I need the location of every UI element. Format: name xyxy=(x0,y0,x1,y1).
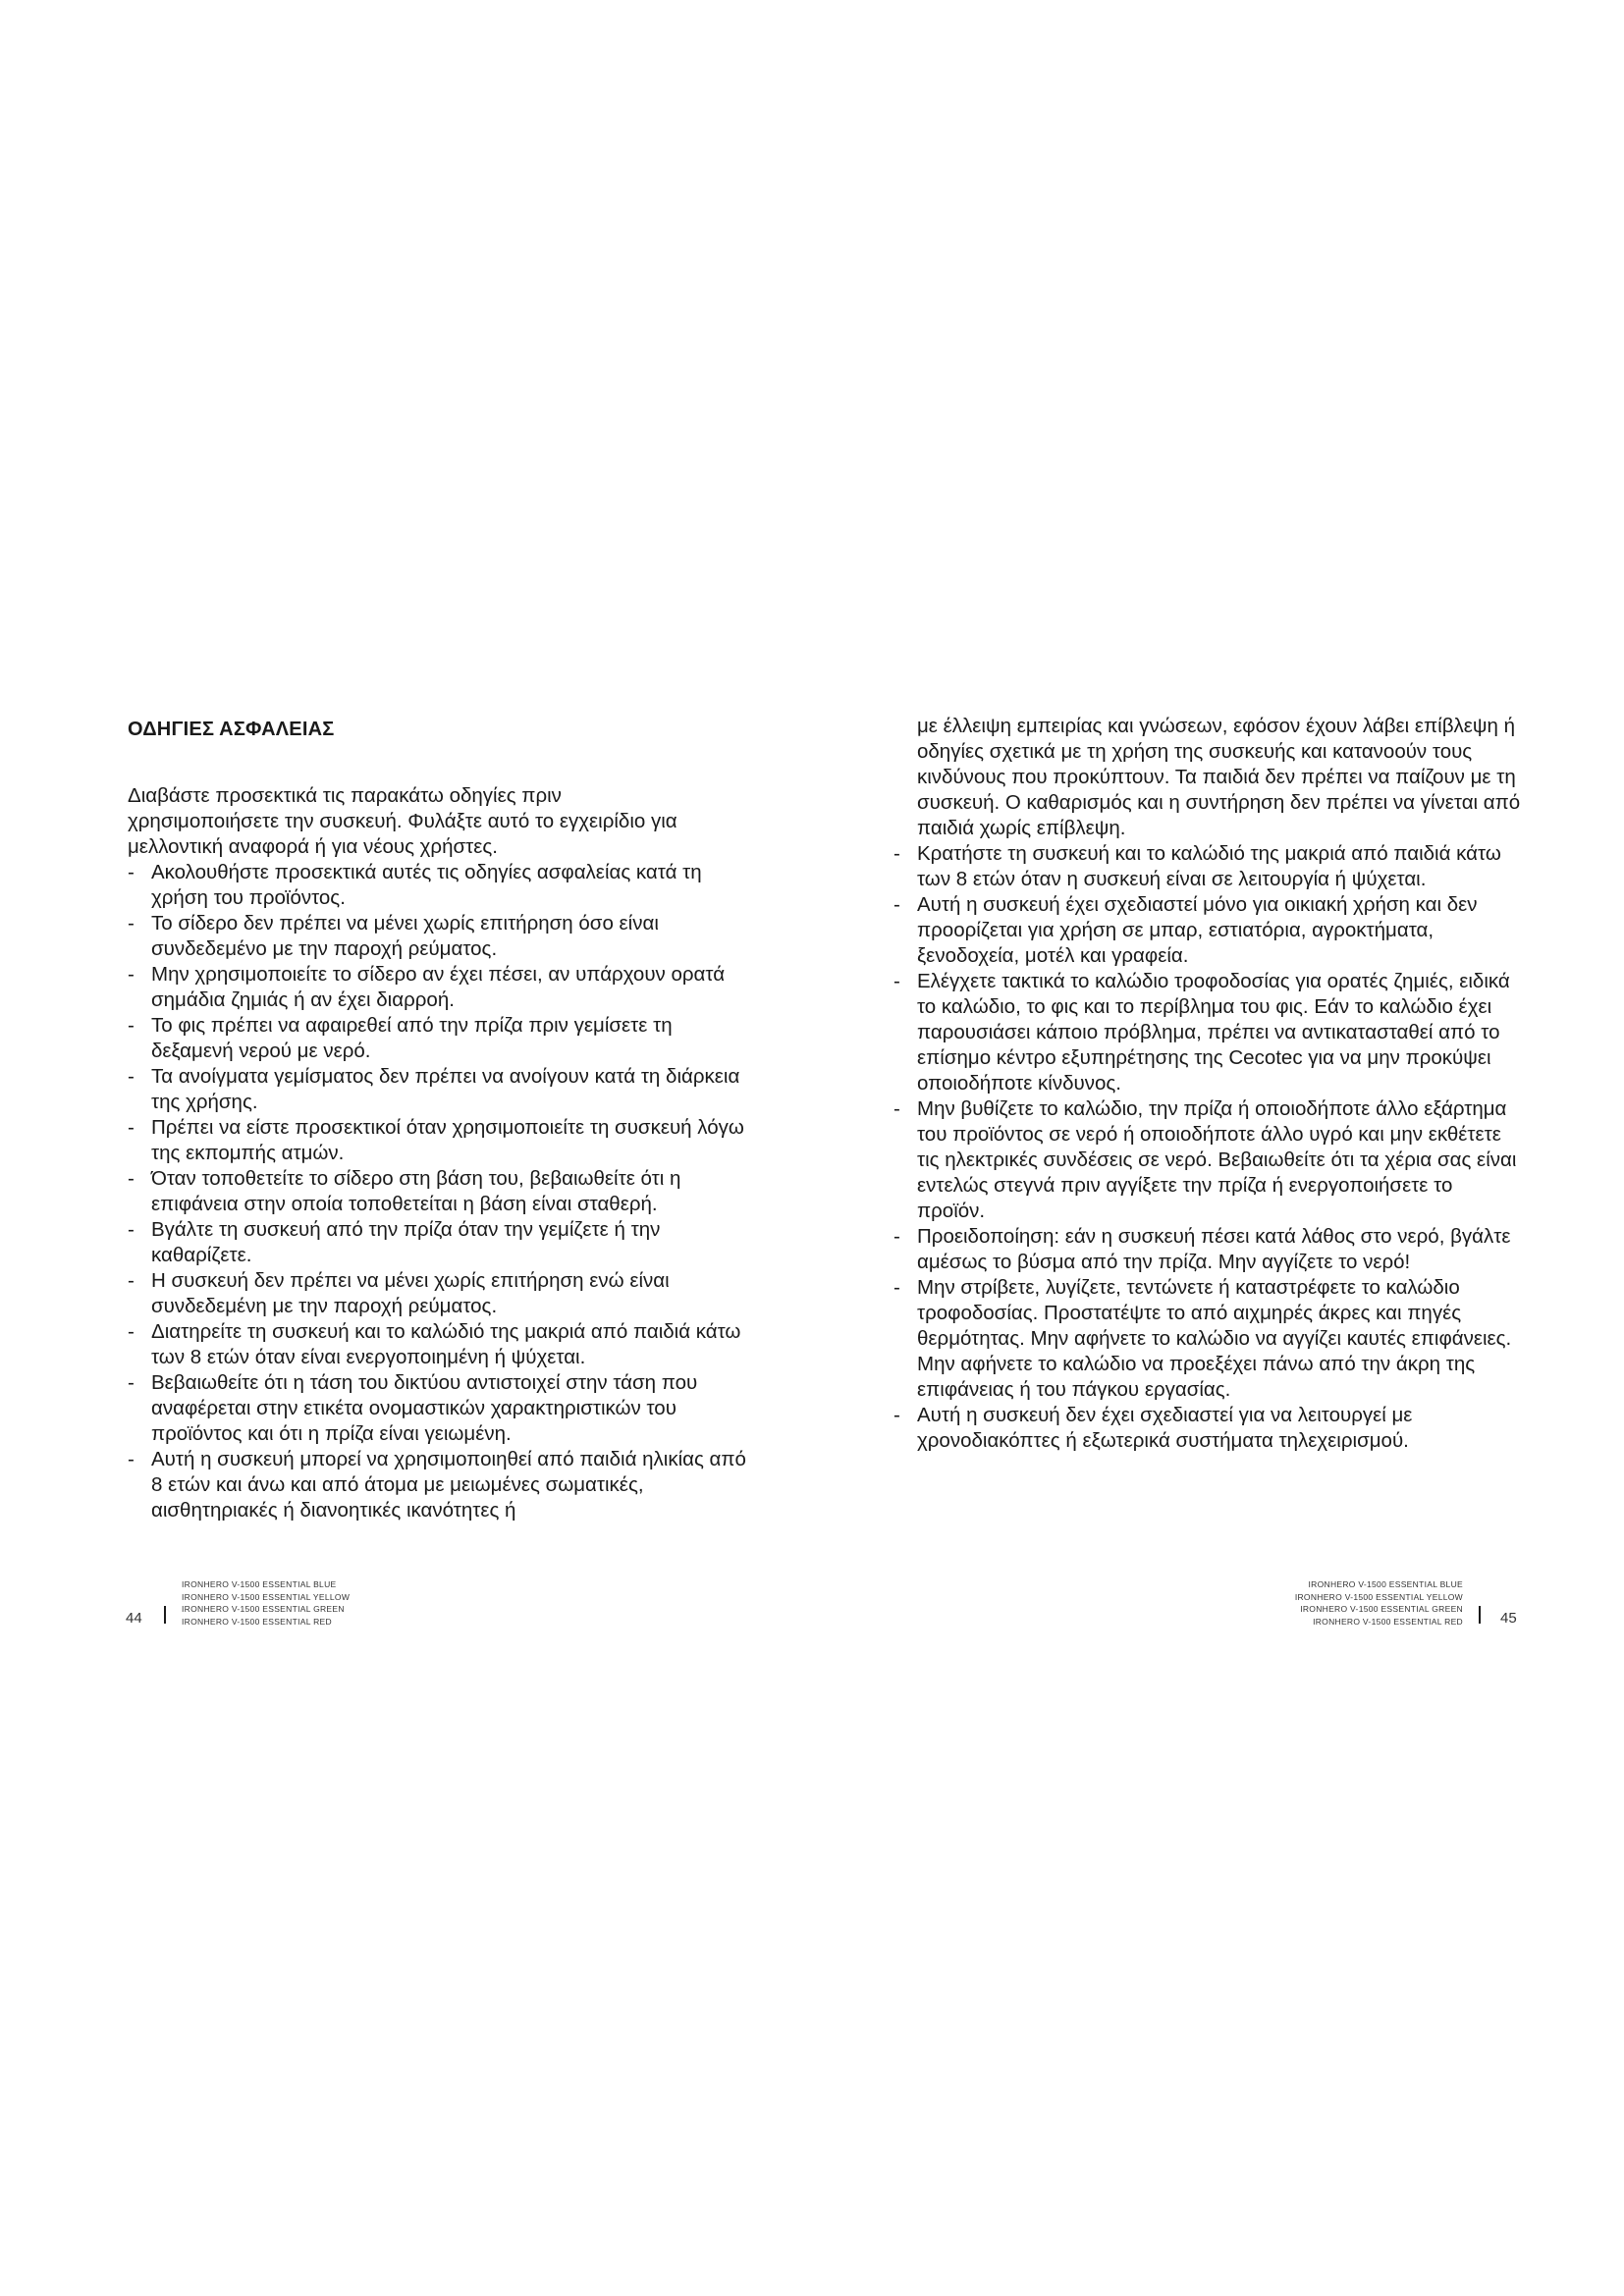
intro-line: Διαβάστε προσεκτικά τις παρακάτω οδηγίες πριν xyxy=(128,784,562,807)
model-name: IRONHERO V-1500 ESSENTIAL GREEN xyxy=(1300,1604,1463,1614)
list-item: - Κρατήστε τη συσκευή και το καλώδιό της μακριά από παιδιά κάτω των 8 ετών όταν η συσκευή είναι σε λειτουργία ή ψύχεται. xyxy=(893,841,1522,892)
footer-models-right xyxy=(1218,1578,1463,1628)
list-item: - Το φις πρέπει να αφαιρεθεί από την πρίζα πριν γεμίσετε τη δεξαμενή νερού με νερό. xyxy=(128,1013,756,1064)
list-item: - Διατηρείτε τη συσκευή και το καλώδιό της μακριά από παιδιά κάτω των 8 ετών όταν είναι ενεργοποιημένη ή ψύχεται. xyxy=(128,1319,756,1370)
model-name: IRONHERO V-1500 ESSENTIAL RED xyxy=(182,1616,332,1627)
list-item: - Αυτή η συσκευή δεν έχει σχεδιαστεί για να λειτουργεί με χρονοδιακόπτες ή εξωτερικά συστήματα τηλεχειρισμού. xyxy=(893,1403,1522,1454)
safety-list-left xyxy=(128,860,756,1523)
footer-models-left xyxy=(182,1578,350,1628)
list-item: - Μην βυθίζετε το καλώδιο, την πρίζα ή οποιοδήποτε άλλο εξάρτημα του προϊόντος σε νερό ή οποιοδήποτε άλλο υγρό και μην εκθέτετε τις ηλεκτρικές συνδέσεις σε νερό. Βεβαιωθείτε ότι τα χέρια σας είναι εντελώς στεγνά πριν αγγίξετε την πρίζα ή ενεργοποιήσετε το προϊόν. xyxy=(893,1096,1522,1224)
page-number-right: 45 xyxy=(1500,1610,1517,1627)
list-item: - Μην χρησιμοποιείτε το σίδερο αν έχει πέσει, αν υπάρχουν ορατά σημάδια ζημιάς ή αν έχει διαρροή. xyxy=(128,962,756,1013)
safety-list-right xyxy=(893,841,1522,1454)
list-item: - Αυτή η συσκευή μπορεί να χρησιμοποιηθεί από παιδιά ηλικίας από 8 ετών και άνω και από άτομα με μειωμένες σωματικές, αισθητηριακές ή διανοητικές ικανότητες ή xyxy=(128,1447,756,1523)
list-item: - Όταν τοποθετείτε το σίδερο στη βάση του, βεβαιωθείτε ότι η επιφάνεια στην οποία τοποθετείται η βάση είναι σταθερή. xyxy=(128,1166,756,1217)
model-name: IRONHERO V-1500 ESSENTIAL YELLOW xyxy=(182,1591,351,1602)
list-item: - Ακολουθήστε προσεκτικά αυτές τις οδηγίες ασφαλείας κατά τη χρήση του προϊόντος. xyxy=(128,860,756,911)
list-item: - Βγάλτε τη συσκευή από την πρίζα όταν την γεμίζετε ή την καθαρίζετε. xyxy=(128,1217,756,1268)
page-number-left: 44 xyxy=(126,1610,142,1627)
list-item: - Τα ανοίγματα γεμίσματος δεν πρέπει να ανοίγουν κατά τη διάρκεια της χρήσης. xyxy=(128,1064,756,1115)
model-name: IRONHERO V-1500 ESSENTIAL BLUE xyxy=(182,1579,337,1589)
intro-line: μελλοντική αναφορά ή για νέους χρήστες. xyxy=(128,835,498,858)
right-page-content xyxy=(893,714,1522,1454)
model-name: IRONHERO V-1500 ESSENTIAL GREEN xyxy=(182,1604,345,1614)
list-item: - Προειδοποίηση: εάν η συσκευή πέσει κατά λάθος στο νερό, βγάλτε αμέσως το βύσμα από την πρίζα. Μην αγγίζετε το νερό! xyxy=(893,1224,1522,1275)
page-title: ΟΔΗΓΙΕΣ ΑΣΦΑΛΕΙΑΣ xyxy=(128,719,335,740)
model-name: IRONHERO V-1500 ESSENTIAL RED xyxy=(1313,1616,1463,1627)
list-item: - Η συσκευή δεν πρέπει να μένει χωρίς επιτήρηση ενώ είναι συνδεδεμένη με την παροχή ρεύματος. xyxy=(128,1268,756,1319)
list-item: - Βεβαιωθείτε ότι η τάση του δικτύου αντιστοιχεί στην τάση που αναφέρεται στην ετικέτα ονομαστικών χαρακτηριστικών του προϊόντος και ότι η πρίζα είναι γειωμένη. xyxy=(128,1370,756,1447)
list-item: - Αυτή η συσκευή έχει σχεδιαστεί μόνο για οικιακή χρήση και δεν προορίζεται για χρήση σε μπαρ, εστιατόρια, αγροκτήματα, ξενοδοχεία, μοτέλ και γραφεία. xyxy=(893,892,1522,969)
model-name: IRONHERO V-1500 ESSENTIAL BLUE xyxy=(1308,1579,1463,1589)
left-page-content xyxy=(128,717,756,1523)
continuation-paragraph: με έλλειψη εμπειρίας και γνώσεων, εφόσον έχουν λάβει επίβλεψη ή οδηγίες σχετικά με τη χρήση της συσκευής και κατανοούν τους κινδύνους που προκύπτουν. Τα παιδιά δεν πρέπει να παίζουν με τη συσκευή. Ο καθαρισμός και η συντήρηση δεν πρέπει να γίνεται από παιδιά χωρίς επίβλεψη. xyxy=(917,715,1521,839)
footer-separator-right xyxy=(1479,1606,1481,1624)
list-item: - Ελέγχετε τακτικά το καλώδιο τροφοδοσίας για ορατές ζημιές, ειδικά το καλώδιο, το φις και το περίβλημα του φις. Εάν το καλώδιο έχει παρουσιάσει κάποιο πρόβλημα, πρέπει να αντικατασταθεί από το επίσημο κέντρο εξυπηρέτησης της Cecotec για να μην προκύψει οποιοδήποτε κίνδυνος. xyxy=(893,969,1522,1096)
list-item: - Το σίδερο δεν πρέπει να μένει χωρίς επιτήρηση όσο είναι συνδεδεμένο με την παροχή ρεύματος. xyxy=(128,911,756,962)
list-item: - Πρέπει να είστε προσεκτικοί όταν χρησιμοποιείτε τη συσκευή λόγω της εκπομπής ατμών. xyxy=(128,1115,756,1166)
model-name: IRONHERO V-1500 ESSENTIAL YELLOW xyxy=(1294,1591,1463,1602)
intro-paragraph xyxy=(128,783,756,860)
footer-separator-left xyxy=(164,1606,166,1624)
list-item: - Μην στρίβετε, λυγίζετε, τεντώνετε ή καταστρέφετε το καλώδιο τροφοδοσίας. Προστατέψτε το από αιχμηρές άκρες και πηγές θερμότητας. Μην αφήνετε το καλώδιο να αγγίζει καυτές επιφάνειες. Μην αφήνετε το καλώδιο να προεξέχει πάνω από την άκρη της επιφάνειας ή του πάγκου εργασίας. xyxy=(893,1275,1522,1403)
intro-line: χρησιμοποιήσετε την συσκευή. Φυλάξτε αυτό το εγχειρίδιο για xyxy=(128,810,677,832)
